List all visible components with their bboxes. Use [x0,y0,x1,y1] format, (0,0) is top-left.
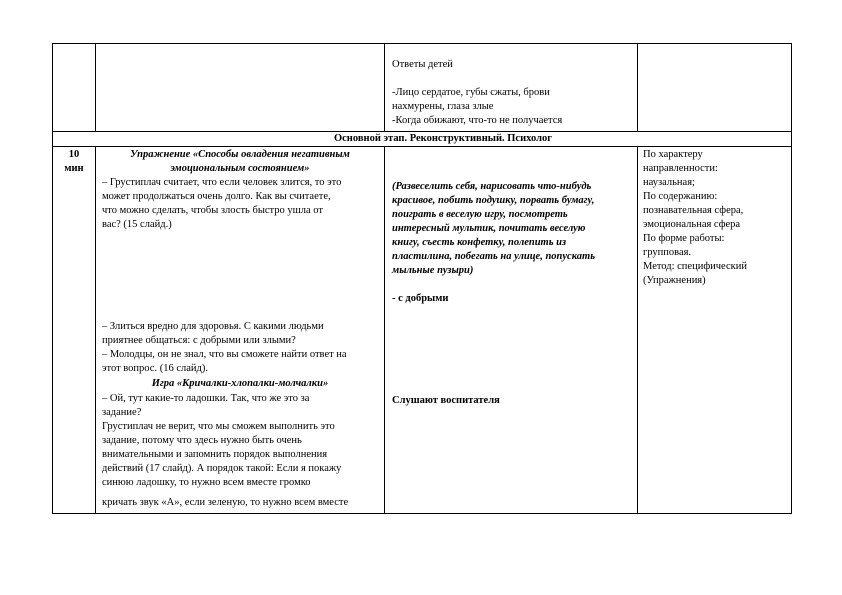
children-answer-line: интересный мультик, почитать веселую [392,223,586,234]
exercise-title: эмоциональным состоянием» [170,163,310,174]
col-divider-2b [384,146,385,514]
teacher-text-line: задание? [102,407,142,418]
notes-line: направленности: [643,163,718,174]
exercise-title: Упражнение «Способы овладения негативным [130,149,350,160]
table-top-border [52,43,792,44]
teacher-text-line: приятнее общаться: с добрыми или злыми? [102,335,296,346]
game-title: Игра «Кричалки-хлопалки-молчалки» [151,378,329,389]
col-right-border [791,43,792,514]
teacher-text-line: – Грустиплач считает, что если человек злится, то это [102,177,342,188]
time-value: 10 [68,149,80,160]
col-divider-1b [95,146,96,514]
col-left-border [52,43,53,514]
col-divider-2 [384,43,385,132]
answers-title: Ответы детей [392,59,453,70]
answers-line: -Лицо сердатое, губы сжаты, брови [392,87,550,98]
children-answer-line: мыльные пузыри) [392,265,474,276]
stage-header: Основной этап. Реконструктивный. Психолог [333,133,552,144]
teacher-text-line: может продолжаться очень долго. Как вы считаете, [102,191,331,202]
answers-line: нахмурены, глаза злые [392,101,494,112]
teacher-text-line: кричать звук «А», если зеленую, то нужно всем вместе [102,497,349,508]
teacher-text-line: действий (17 слайд). А порядок такой: Если я покажу [102,463,342,474]
notes-line: групповая. [643,247,692,258]
notes-line: По характеру [643,149,703,160]
table-bottom-border [52,513,792,514]
teacher-text-line: этот вопрос. (16 слайд). [102,363,208,374]
children-answer-line: пластилина, побегать на улице, попускать [392,251,595,262]
notes-line: По форме работы: [643,233,725,244]
teacher-text-line: внимательными и запомнить порядок выполнения [102,449,328,460]
col-divider-1 [95,43,96,132]
teacher-text-line: задание, потому что здесь нужно быть очень [102,435,302,446]
teacher-text-line: синюю ладошку, то нужно всем вместе громко [102,477,311,488]
teacher-text-line: что можно сделать, чтобы злость быстро ушла от [102,205,323,216]
notes-line: эмоциональная сфера [643,219,741,230]
notes-line: наузальная; [643,177,695,188]
notes-line: (Упражнения) [643,275,706,286]
children-reply: - с добрыми [392,293,449,304]
notes-line: Метод: специфический [643,261,747,272]
children-reply: Слушают воспитателя [392,395,500,406]
notes-line: познавательная сфера, [643,205,744,216]
teacher-text-line: Грустиплач не верит, что мы сможем выполнить это [102,421,335,432]
col-divider-3 [637,43,638,132]
answers-line: -Когда обижают, что-то не получается [392,115,563,126]
notes-line: По содержанию: [643,191,718,202]
col-divider-3b [637,146,638,514]
teacher-text-line: – Молодцы, он не знал, что вы сможете найти ответ на [102,349,347,360]
children-answer-line: (Развеселить себя, нарисовать что-нибудь [392,181,592,192]
teacher-text-line: – Ой, тут какие-то ладошки. Так, что же это за [102,393,310,404]
time-unit: мин [64,163,84,174]
children-answer-line: поиграть в веселую игру, посмотреть [392,209,568,220]
children-answer-line: красивое, побить подушку, порвать бумагу, [392,195,595,206]
teacher-text-line: вас? (15 слайд.) [102,219,172,230]
children-answer-line: книгу, съесть конфетку, полепить из [392,237,567,248]
teacher-text-line: – Злиться вредно для здоровья. С какими людьми [102,321,324,332]
stage-header-bottom-border [52,146,792,147]
